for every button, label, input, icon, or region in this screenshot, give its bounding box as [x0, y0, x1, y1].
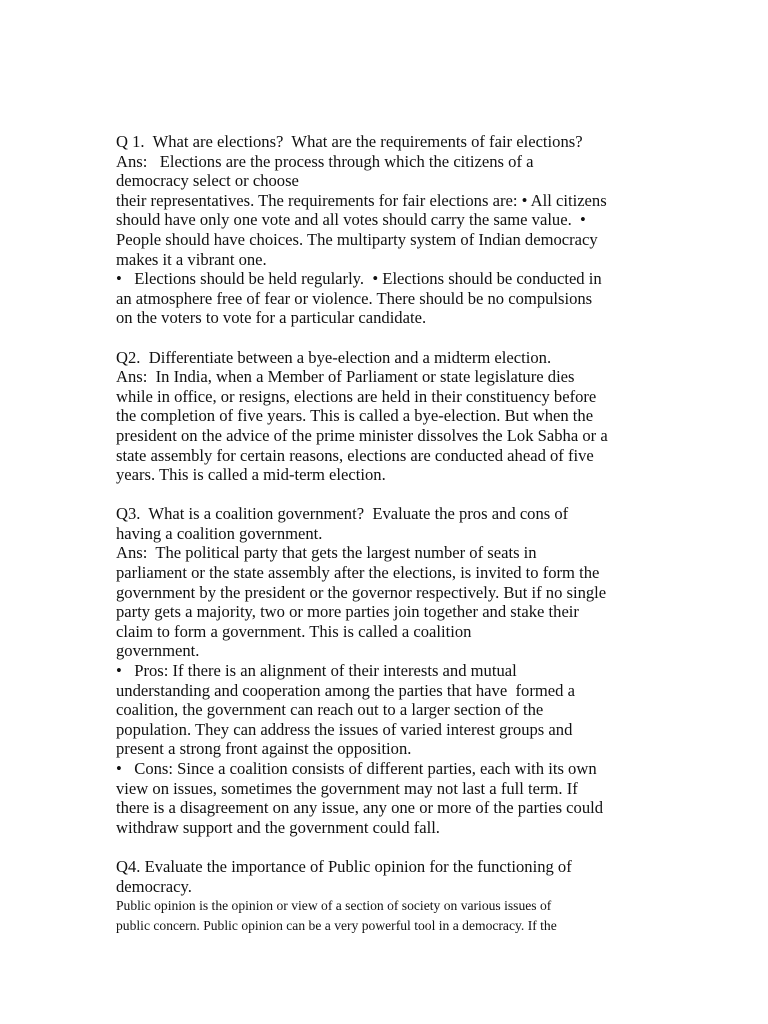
q4-answer-line: Public opinion is the opinion or view of a section of society on various issues of — [116, 898, 552, 914]
q3-answer-line: party gets a majority, two or more parties join together and stake their — [116, 602, 579, 622]
q2-question: Q2. Differentiate between a bye-election and a midterm election. — [116, 347, 552, 367]
q4-question: Q4. Evaluate the importance of Public opinion for the functioning of — [116, 856, 572, 876]
q3-pros-line: coalition, the government can reach out to a larger section of the — [116, 700, 544, 720]
q3-block — [116, 504, 756, 837]
q3-cons-line: • Cons: Since a coalition consists of different parties, each with its own — [116, 759, 597, 778]
q4-question: democracy. — [116, 876, 192, 896]
q3-question: Q3. What is a coalition government? Evaluate the pros and cons of — [116, 504, 569, 524]
q3-cons-line: view on issues, sometimes the government may not last a full term. If — [116, 778, 578, 798]
q3-cons-line: there is a disagreement on any issue, any one or more of the parties could — [116, 798, 604, 818]
q2-block — [116, 348, 756, 485]
q1-answer-line: Ans: Elections are the process through which the citizens of a — [116, 151, 534, 171]
q4-answer-line: public concern. Public opinion can be a very powerful tool in a democracy. If the — [116, 917, 557, 933]
q1-answer-line: • Elections should be held regularly. • Elections should be conducted in — [116, 269, 602, 289]
q2-answer-line: president on the advice of the prime minister dissolves the Lok Sabha or a — [116, 425, 608, 445]
q1-block — [116, 132, 756, 328]
document-page — [116, 132, 756, 935]
q1-answer-line: makes it a vibrant one. — [116, 249, 267, 269]
paragraph-gap — [116, 328, 756, 348]
q2-answer-line: while in office, or resigns, elections are held in their constituency before — [116, 386, 597, 406]
q1-answer-line: People should have choices. The multiparty system of Indian democracy — [116, 229, 598, 249]
paragraph-gap — [116, 837, 756, 857]
q3-pros-line: population. They can address the issues of varied interest groups and — [116, 719, 573, 739]
q1-answer-line: on the voters to vote for a particular candidate. — [116, 308, 427, 328]
q1-answer-line: democracy select or choose — [116, 171, 299, 191]
q2-answer-line: Ans: In India, when a Member of Parliament or state legislature dies — [116, 367, 575, 387]
q1-answer-line: their representatives. The requirements for fair elections are: • All citizens — [116, 190, 607, 210]
q1-question: Q 1. What are elections? What are the requirements of fair elections? — [116, 132, 583, 151]
q3-answer-line: Ans: The political party that gets the largest number of seats in — [116, 543, 537, 563]
q3-pros-line: understanding and cooperation among the parties that have formed a — [116, 680, 575, 700]
q1-answer-line: an atmosphere free of fear or violence. There should be no compulsions — [116, 288, 593, 308]
q4-block — [116, 857, 756, 896]
q4-answer — [116, 896, 756, 935]
q2-answer-line: years. This is called a mid-term election. — [116, 465, 386, 485]
q3-question: having a coalition government. — [116, 523, 323, 543]
q3-answer-line: government. — [116, 641, 200, 661]
q3-answer-line: parliament or the state assembly after the elections, is invited to form the — [116, 563, 600, 583]
q3-answer-line: government by the president or the governor respectively. But if no single — [116, 582, 607, 602]
q3-pros-line: • Pros: If there is an alignment of their interests and mutual — [116, 661, 517, 681]
q2-answer-line: state assembly for certain reasons, elections are conducted ahead of five — [116, 445, 594, 465]
paragraph-gap — [116, 485, 756, 505]
q3-answer-line: claim to form a government. This is called a coalition — [116, 621, 472, 641]
q1-answer-line: should have only one vote and all votes should carry the same value. • — [116, 210, 586, 230]
q3-cons-line: withdraw support and the government could fall. — [116, 817, 440, 837]
q3-pros-line: present a strong front against the opposition. — [116, 739, 412, 759]
q2-answer-line: the completion of five years. This is called a bye-election. But when the — [116, 406, 594, 426]
